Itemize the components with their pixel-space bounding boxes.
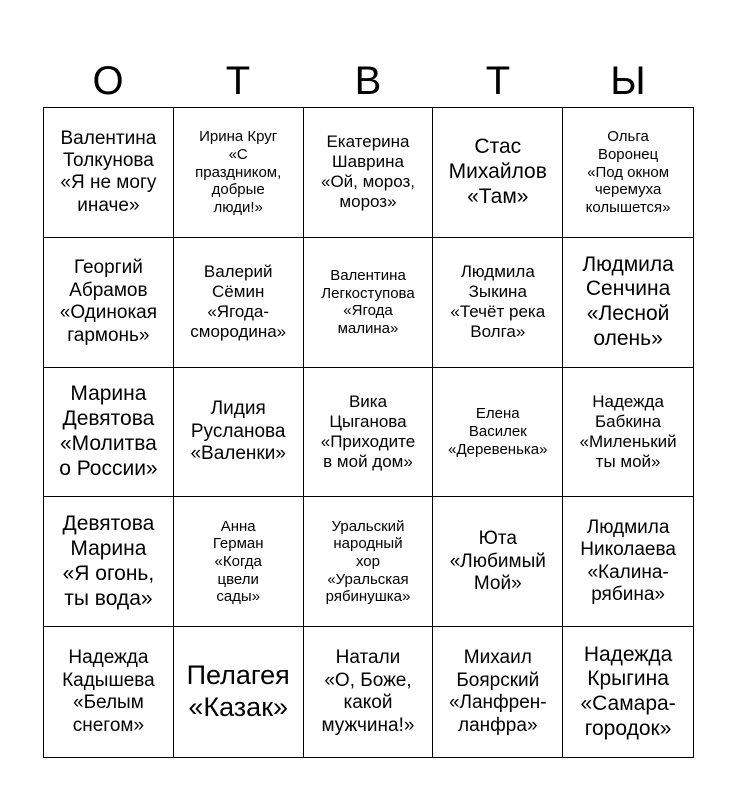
cell-text: Девятова Марина «Я огонь, ты вода» [62,512,155,610]
header-letter-3: В [354,59,382,103]
header-letter-5: Ы [610,59,646,103]
cell-text: Уральский народный хор «Уральская рябинушка» [325,517,411,606]
cell-text: Людмила Зыкина «Течёт река Волга» [450,262,546,342]
header-letter-4: Т [485,59,511,103]
bingo-cell [44,108,174,238]
bingo-cell [304,238,434,368]
header-letter-2: Т [225,59,251,103]
bingo-cell [174,627,304,757]
cell-text: Валерий Сёмин «Ягода- смородина» [190,262,287,342]
bingo-cell [433,108,563,238]
cell-text: Марина Девятова «Молитва о России» [59,382,158,480]
bingo-cell [304,497,434,627]
cell-text: Надежда Бабкина «Миленький ты мой» [579,391,677,472]
bingo-cell [304,108,434,238]
bingo-cell [563,108,693,238]
bingo-cell [44,497,174,627]
bingo-cell [433,497,563,627]
bingo-cell [563,368,693,498]
cell-text: Георгий Абрамов «Одинокая гармонь» [59,257,158,346]
header-letter-1: О [92,59,124,103]
cell-text: Юта «Любимый Мой» [449,528,546,594]
cell-text: Пелагея «Казак» [186,660,290,723]
cell-text: Надежда Кадышева «Белым снегом» [62,647,155,736]
cell-text: Ольга Воронец «Под окном черемуха колышется» [585,128,671,216]
bingo-cell [433,627,563,757]
cell-text: Валентина Толкунова «Я не могу иначе» [60,127,157,216]
cell-text: Валентина Легкоступова «Ягода малина» [321,266,415,337]
bingo-cell [44,627,174,757]
cell-text: Натали «О, Боже, какой мужчина!» [321,647,415,736]
cell-text: Ирина Круг «С праздником, добрые люди!» [195,128,282,216]
cell-text: Екатерина Шаврина «Ой, мороз, мороз» [320,132,415,212]
bingo-cell [563,238,693,368]
bingo-cell [563,497,693,627]
cell-text: Елена Василек «Деревенька» [448,405,548,458]
bingo-cell [44,368,174,498]
bingo-cell [304,627,434,757]
cell-text: Михаил Боярский «Ланфрен- ланфра» [448,647,547,736]
bingo-cell [174,497,304,627]
bingo-cell [174,368,304,498]
bingo-board [43,107,694,758]
bingo-cell [433,238,563,368]
cell-text: Людмила Сенчина «Лесной олень» [582,252,674,350]
cell-text: Анна Герман «Когда цвели сады» [212,517,264,606]
cell-text: Надежда Крыгина «Самара- городок» [580,642,676,740]
bingo-cell [433,368,563,498]
bingo-cell [174,238,304,368]
cell-text: Стас Михайлов «Там» [448,135,547,208]
bingo-cell [563,627,693,757]
cell-text: Людмила Николаева «Калина- рябина» [580,516,676,606]
bingo-header [43,56,693,106]
cell-text: Лидия Русланова «Валенки» [190,398,286,465]
bingo-cell [174,108,304,238]
cell-text: Вика Цыганова «Приходите в мой дом» [320,391,416,472]
bingo-cell [304,368,434,498]
bingo-cell [44,238,174,368]
